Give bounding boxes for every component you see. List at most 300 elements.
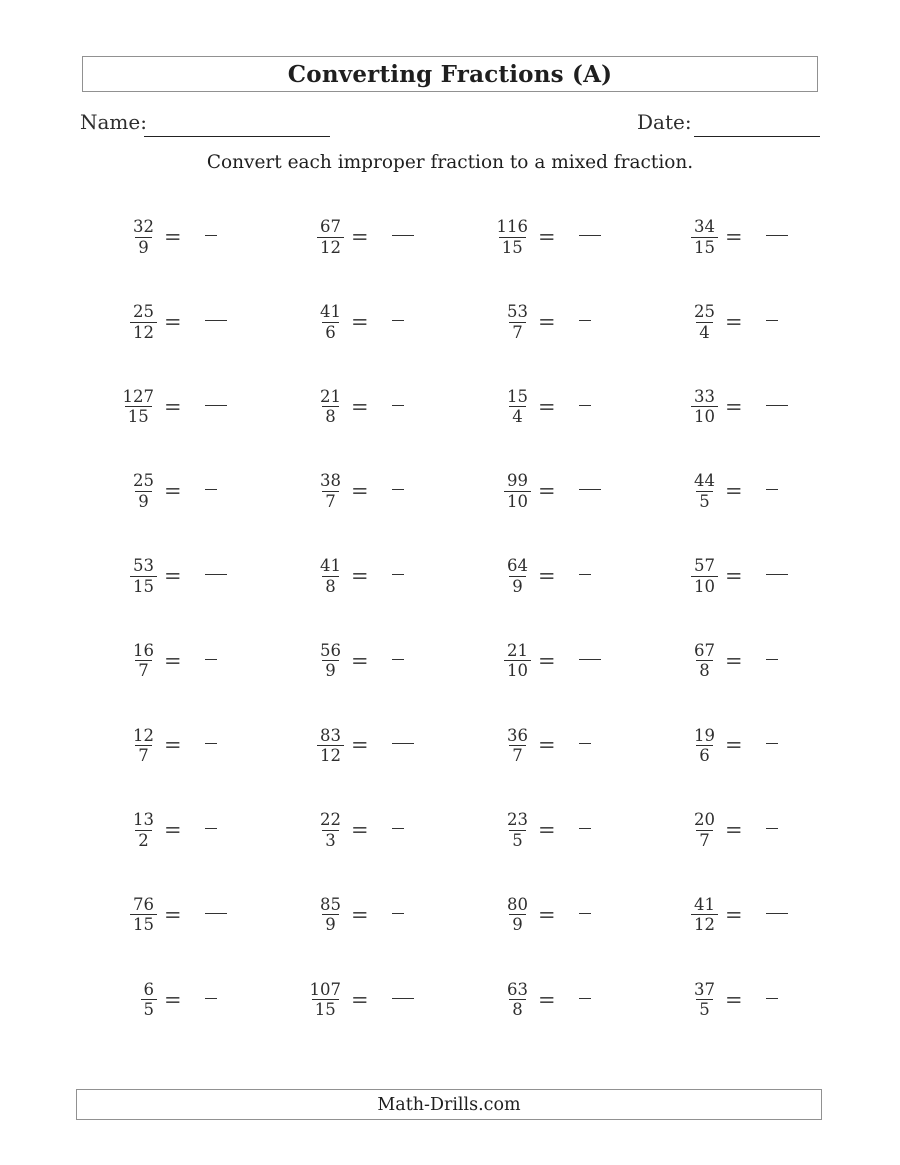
numerator: 21: [320, 386, 341, 406]
equals-sign: =: [164, 225, 182, 250]
equals-sign: =: [725, 987, 743, 1012]
problem: [287, 641, 474, 681]
problem: [287, 217, 474, 257]
fraction-slot: [661, 895, 718, 935]
equals-sign: =: [351, 733, 369, 758]
answer-blank[interactable]: [579, 489, 601, 490]
equals-sign: =: [351, 479, 369, 504]
denominator: 5: [696, 491, 713, 511]
improper-fraction: [317, 217, 344, 257]
numerator: 15: [507, 386, 528, 406]
improper-fraction: [691, 302, 718, 342]
equals-sign: =: [725, 394, 743, 419]
equals-sign: =: [725, 733, 743, 758]
answer-blank[interactable]: [392, 913, 404, 914]
answer-blank[interactable]: [205, 320, 227, 321]
problem: [100, 387, 287, 427]
instruction-text: Convert each improper fraction to a mixed fraction.: [206, 152, 694, 173]
answer-blank[interactable]: [766, 405, 788, 406]
equals-sign: =: [164, 733, 182, 758]
fraction-slot: [661, 980, 718, 1020]
answer-blank[interactable]: [579, 659, 601, 660]
numerator: 83: [320, 725, 341, 745]
equals-sign: =: [164, 394, 182, 419]
problem: [100, 726, 287, 766]
fraction-slot: [100, 895, 157, 935]
date-label: Date:: [637, 110, 692, 134]
answer-blank[interactable]: [392, 998, 414, 999]
equals-sign: =: [351, 902, 369, 927]
denominator: 10: [504, 660, 531, 680]
improper-fraction: [130, 810, 157, 850]
improper-fraction: [130, 556, 157, 596]
fraction-slot: [474, 556, 531, 596]
improper-fraction: [317, 726, 344, 766]
answer-blank[interactable]: [579, 913, 591, 914]
problem: [661, 302, 848, 342]
numerator: 85: [320, 894, 341, 914]
answer-blank[interactable]: [766, 659, 778, 660]
improper-fraction: [317, 471, 344, 511]
denominator: 3: [322, 830, 339, 850]
denominator: 4: [509, 406, 526, 426]
answer-blank[interactable]: [579, 405, 591, 406]
numerator: 41: [320, 302, 341, 322]
improper-fraction: [691, 980, 718, 1020]
denominator: 6: [322, 322, 339, 342]
denominator: 9: [509, 576, 526, 596]
denominator: 7: [509, 745, 526, 765]
problem-row: [100, 364, 848, 449]
improper-fraction: [494, 217, 532, 257]
numerator: 20: [694, 810, 715, 830]
problem: [287, 556, 474, 596]
answer-blank[interactable]: [392, 405, 404, 406]
numerator: 12: [133, 725, 154, 745]
fraction-slot: [474, 895, 531, 935]
equals-sign: =: [538, 394, 556, 419]
numerator: 32: [133, 217, 154, 237]
equals-sign: =: [538, 818, 556, 843]
problem: [100, 641, 287, 681]
denominator: 12: [317, 237, 344, 257]
fraction-slot: [287, 641, 344, 681]
improper-fraction: [141, 980, 158, 1020]
numerator: 99: [507, 471, 528, 491]
numerator: 25: [133, 471, 154, 491]
problem-row: [100, 618, 848, 703]
answer-blank[interactable]: [205, 998, 217, 999]
denominator: 15: [130, 914, 157, 934]
fraction-slot: [100, 556, 157, 596]
answer-blank[interactable]: [766, 235, 788, 236]
improper-fraction: [504, 387, 531, 427]
problem: [661, 810, 848, 850]
equals-sign: =: [725, 648, 743, 673]
answer-blank[interactable]: [766, 913, 788, 914]
fraction-slot: [100, 471, 157, 511]
answer-blank[interactable]: [205, 489, 217, 490]
equals-sign: =: [725, 479, 743, 504]
problem-row: [100, 280, 848, 365]
numerator: 25: [133, 302, 154, 322]
answer-blank[interactable]: [579, 998, 591, 999]
equals-sign: =: [164, 310, 182, 335]
denominator: 15: [691, 237, 718, 257]
fraction-slot: [287, 387, 344, 427]
numerator: 41: [320, 556, 341, 576]
problem: [100, 980, 287, 1020]
improper-fraction: [130, 726, 157, 766]
fraction-slot: [661, 471, 718, 511]
problem: [474, 556, 661, 596]
denominator: 15: [499, 237, 526, 257]
improper-fraction: [317, 895, 344, 935]
improper-fraction: [130, 641, 157, 681]
denominator: 12: [130, 322, 157, 342]
denominator: 7: [509, 322, 526, 342]
date-fill-line[interactable]: [694, 116, 820, 137]
answer-blank[interactable]: [766, 998, 778, 999]
denominator: 5: [509, 830, 526, 850]
footer-box: [76, 1089, 822, 1120]
fraction-slot: [100, 980, 157, 1020]
equals-sign: =: [538, 902, 556, 927]
equals-sign: =: [351, 225, 369, 250]
problem: [100, 810, 287, 850]
denominator: 8: [696, 660, 713, 680]
fraction-slot: [661, 556, 718, 596]
fraction-slot: [474, 471, 531, 511]
problem: [100, 895, 287, 935]
equals-sign: =: [538, 648, 556, 673]
equals-sign: =: [164, 479, 182, 504]
problem: [287, 726, 474, 766]
answer-blank[interactable]: [205, 235, 217, 236]
numerator: 36: [507, 725, 528, 745]
fraction-slot: [661, 726, 718, 766]
improper-fraction: [307, 980, 345, 1020]
numerator: 56: [320, 640, 341, 660]
numerator: 64: [507, 556, 528, 576]
improper-fraction: [504, 641, 531, 681]
answer-blank[interactable]: [579, 320, 591, 321]
numerator: 37: [694, 979, 715, 999]
footer-text: Math-Drills.com: [377, 1094, 521, 1115]
answer-blank[interactable]: [392, 743, 414, 744]
problem: [287, 387, 474, 427]
answer-blank[interactable]: [392, 489, 404, 490]
equals-sign: =: [164, 818, 182, 843]
fraction-slot: [100, 302, 157, 342]
equals-sign: =: [351, 564, 369, 589]
denominator: 8: [322, 406, 339, 426]
problem: [100, 217, 287, 257]
equals-sign: =: [351, 648, 369, 673]
denominator: 5: [696, 999, 713, 1019]
numerator: 23: [507, 810, 528, 830]
improper-fraction: [130, 471, 157, 511]
problem: [474, 726, 661, 766]
fraction-slot: [100, 810, 157, 850]
answer-blank[interactable]: [766, 828, 778, 829]
equals-sign: =: [351, 987, 369, 1012]
name-fill-line[interactable]: [144, 116, 330, 137]
numerator: 21: [507, 640, 528, 660]
equals-sign: =: [538, 479, 556, 504]
problem: [287, 980, 474, 1020]
problem: [100, 556, 287, 596]
answer-blank[interactable]: [392, 320, 404, 321]
equals-sign: =: [351, 394, 369, 419]
problem: [474, 895, 661, 935]
fraction-slot: [474, 641, 531, 681]
problem-row: [100, 534, 848, 619]
problem: [661, 217, 848, 257]
page-title: Converting Fractions (A): [287, 60, 613, 88]
answer-blank[interactable]: [766, 743, 778, 744]
numerator: 13: [133, 810, 154, 830]
improper-fraction: [130, 895, 157, 935]
answer-blank[interactable]: [766, 320, 778, 321]
denominator: 12: [317, 745, 344, 765]
title-box: [82, 56, 818, 92]
problem: [474, 641, 661, 681]
numerator: 41: [694, 894, 715, 914]
denominator: 7: [696, 830, 713, 850]
numerator: 107: [309, 979, 341, 999]
denominator: 9: [509, 914, 526, 934]
problem: [287, 302, 474, 342]
equals-sign: =: [538, 310, 556, 335]
denominator: 7: [322, 491, 339, 511]
improper-fraction: [317, 641, 344, 681]
problem: [661, 641, 848, 681]
fraction-slot: [287, 895, 344, 935]
problem-row: [100, 788, 848, 873]
fraction-slot: [287, 726, 344, 766]
answer-blank[interactable]: [392, 235, 414, 236]
answer-blank[interactable]: [766, 574, 788, 575]
denominator: 6: [696, 745, 713, 765]
numerator: 67: [320, 217, 341, 237]
numerator: 33: [694, 386, 715, 406]
denominator: 5: [141, 999, 158, 1019]
answer-blank[interactable]: [205, 743, 217, 744]
improper-fraction: [691, 641, 718, 681]
improper-fraction: [130, 302, 157, 342]
improper-fraction: [504, 726, 531, 766]
denominator: 10: [504, 491, 531, 511]
problem: [661, 471, 848, 511]
fraction-slot: [474, 726, 531, 766]
problem: [474, 810, 661, 850]
equals-sign: =: [538, 733, 556, 758]
improper-fraction: [504, 980, 531, 1020]
numerator: 19: [694, 725, 715, 745]
problem: [287, 895, 474, 935]
denominator: 10: [691, 576, 718, 596]
fraction-slot: [474, 810, 531, 850]
numerator: 22: [320, 810, 341, 830]
numerator: 116: [496, 217, 528, 237]
numerator: 34: [694, 217, 715, 237]
equals-sign: =: [164, 987, 182, 1012]
answer-blank[interactable]: [205, 659, 217, 660]
fraction-slot: [287, 556, 344, 596]
numerator: 76: [133, 894, 154, 914]
numerator: 57: [694, 556, 715, 576]
answer-blank[interactable]: [205, 828, 217, 829]
numerator: 16: [133, 640, 154, 660]
fraction-slot: [287, 980, 344, 1020]
numerator: 53: [507, 302, 528, 322]
improper-fraction: [691, 726, 718, 766]
equals-sign: =: [725, 225, 743, 250]
improper-fraction: [691, 387, 718, 427]
problem: [100, 302, 287, 342]
equals-sign: =: [725, 902, 743, 927]
problem-row: [100, 873, 848, 958]
fraction-slot: [661, 217, 718, 257]
answer-blank[interactable]: [205, 405, 227, 406]
problem: [661, 895, 848, 935]
denominator: 4: [696, 322, 713, 342]
problem: [287, 810, 474, 850]
answer-blank[interactable]: [205, 574, 227, 575]
numerator: 80: [507, 894, 528, 914]
problem: [474, 217, 661, 257]
answer-blank[interactable]: [392, 828, 404, 829]
improper-fraction: [317, 810, 344, 850]
fraction-slot: [474, 980, 531, 1020]
denominator: 10: [691, 406, 718, 426]
equals-sign: =: [538, 225, 556, 250]
denominator: 9: [135, 237, 152, 257]
fraction-slot: [661, 810, 718, 850]
answer-blank[interactable]: [766, 489, 778, 490]
problem: [661, 726, 848, 766]
equals-sign: =: [164, 902, 182, 927]
denominator: 9: [322, 914, 339, 934]
answer-blank[interactable]: [205, 913, 227, 914]
equals-sign: =: [725, 818, 743, 843]
equals-sign: =: [351, 818, 369, 843]
problem: [661, 387, 848, 427]
denominator: 8: [509, 999, 526, 1019]
equals-sign: =: [725, 564, 743, 589]
equals-sign: =: [164, 564, 182, 589]
improper-fraction: [691, 895, 718, 935]
denominator: 15: [130, 576, 157, 596]
numerator: 127: [122, 386, 154, 406]
improper-fraction: [504, 471, 531, 511]
problem: [474, 980, 661, 1020]
numerator: 67: [694, 640, 715, 660]
improper-fraction: [317, 387, 344, 427]
denominator: 8: [322, 576, 339, 596]
improper-fraction: [130, 217, 157, 257]
problem-row: [100, 195, 848, 280]
denominator: 9: [322, 660, 339, 680]
fraction-slot: [661, 302, 718, 342]
answer-blank[interactable]: [392, 574, 404, 575]
denominator: 15: [125, 406, 152, 426]
numerator: 44: [694, 471, 715, 491]
improper-fraction: [691, 217, 718, 257]
denominator: 12: [691, 914, 718, 934]
equals-sign: =: [725, 310, 743, 335]
fraction-slot: [287, 471, 344, 511]
numerator: 6: [143, 979, 154, 999]
answer-blank[interactable]: [579, 828, 591, 829]
numerator: 53: [133, 556, 154, 576]
numerator: 25: [694, 302, 715, 322]
fraction-slot: [100, 387, 157, 427]
problem: [474, 302, 661, 342]
answer-blank[interactable]: [579, 574, 591, 575]
improper-fraction: [691, 810, 718, 850]
numerator: 38: [320, 471, 341, 491]
fraction-slot: [474, 302, 531, 342]
fraction-slot: [474, 217, 531, 257]
fraction-slot: [474, 387, 531, 427]
problem: [474, 387, 661, 427]
fraction-slot: [287, 302, 344, 342]
problem-row: [100, 703, 848, 788]
equals-sign: =: [538, 564, 556, 589]
denominator: 7: [135, 745, 152, 765]
equals-sign: =: [351, 310, 369, 335]
denominator: 9: [135, 491, 152, 511]
improper-fraction: [120, 387, 158, 427]
problem: [287, 471, 474, 511]
fraction-slot: [287, 810, 344, 850]
equals-sign: =: [538, 987, 556, 1012]
problem: [474, 471, 661, 511]
improper-fraction: [317, 556, 344, 596]
improper-fraction: [504, 302, 531, 342]
fraction-slot: [100, 641, 157, 681]
problem: [661, 980, 848, 1020]
problem: [100, 471, 287, 511]
fraction-slot: [287, 217, 344, 257]
answer-blank[interactable]: [579, 743, 591, 744]
answer-blank[interactable]: [579, 235, 601, 236]
problem-row: [100, 957, 848, 1042]
improper-fraction: [504, 810, 531, 850]
fraction-slot: [100, 726, 157, 766]
denominator: 7: [135, 660, 152, 680]
numerator: 63: [507, 979, 528, 999]
equals-sign: =: [164, 648, 182, 673]
improper-fraction: [317, 302, 344, 342]
fraction-slot: [661, 387, 718, 427]
fraction-slot: [100, 217, 157, 257]
improper-fraction: [691, 471, 718, 511]
improper-fraction: [691, 556, 718, 596]
improper-fraction: [504, 556, 531, 596]
answer-blank[interactable]: [392, 659, 404, 660]
name-label: Name:: [80, 110, 147, 134]
problems-grid: [100, 195, 848, 1042]
problem-row: [100, 449, 848, 534]
denominator: 15: [312, 999, 339, 1019]
denominator: 2: [135, 830, 152, 850]
fraction-slot: [661, 641, 718, 681]
improper-fraction: [504, 895, 531, 935]
problem: [661, 556, 848, 596]
